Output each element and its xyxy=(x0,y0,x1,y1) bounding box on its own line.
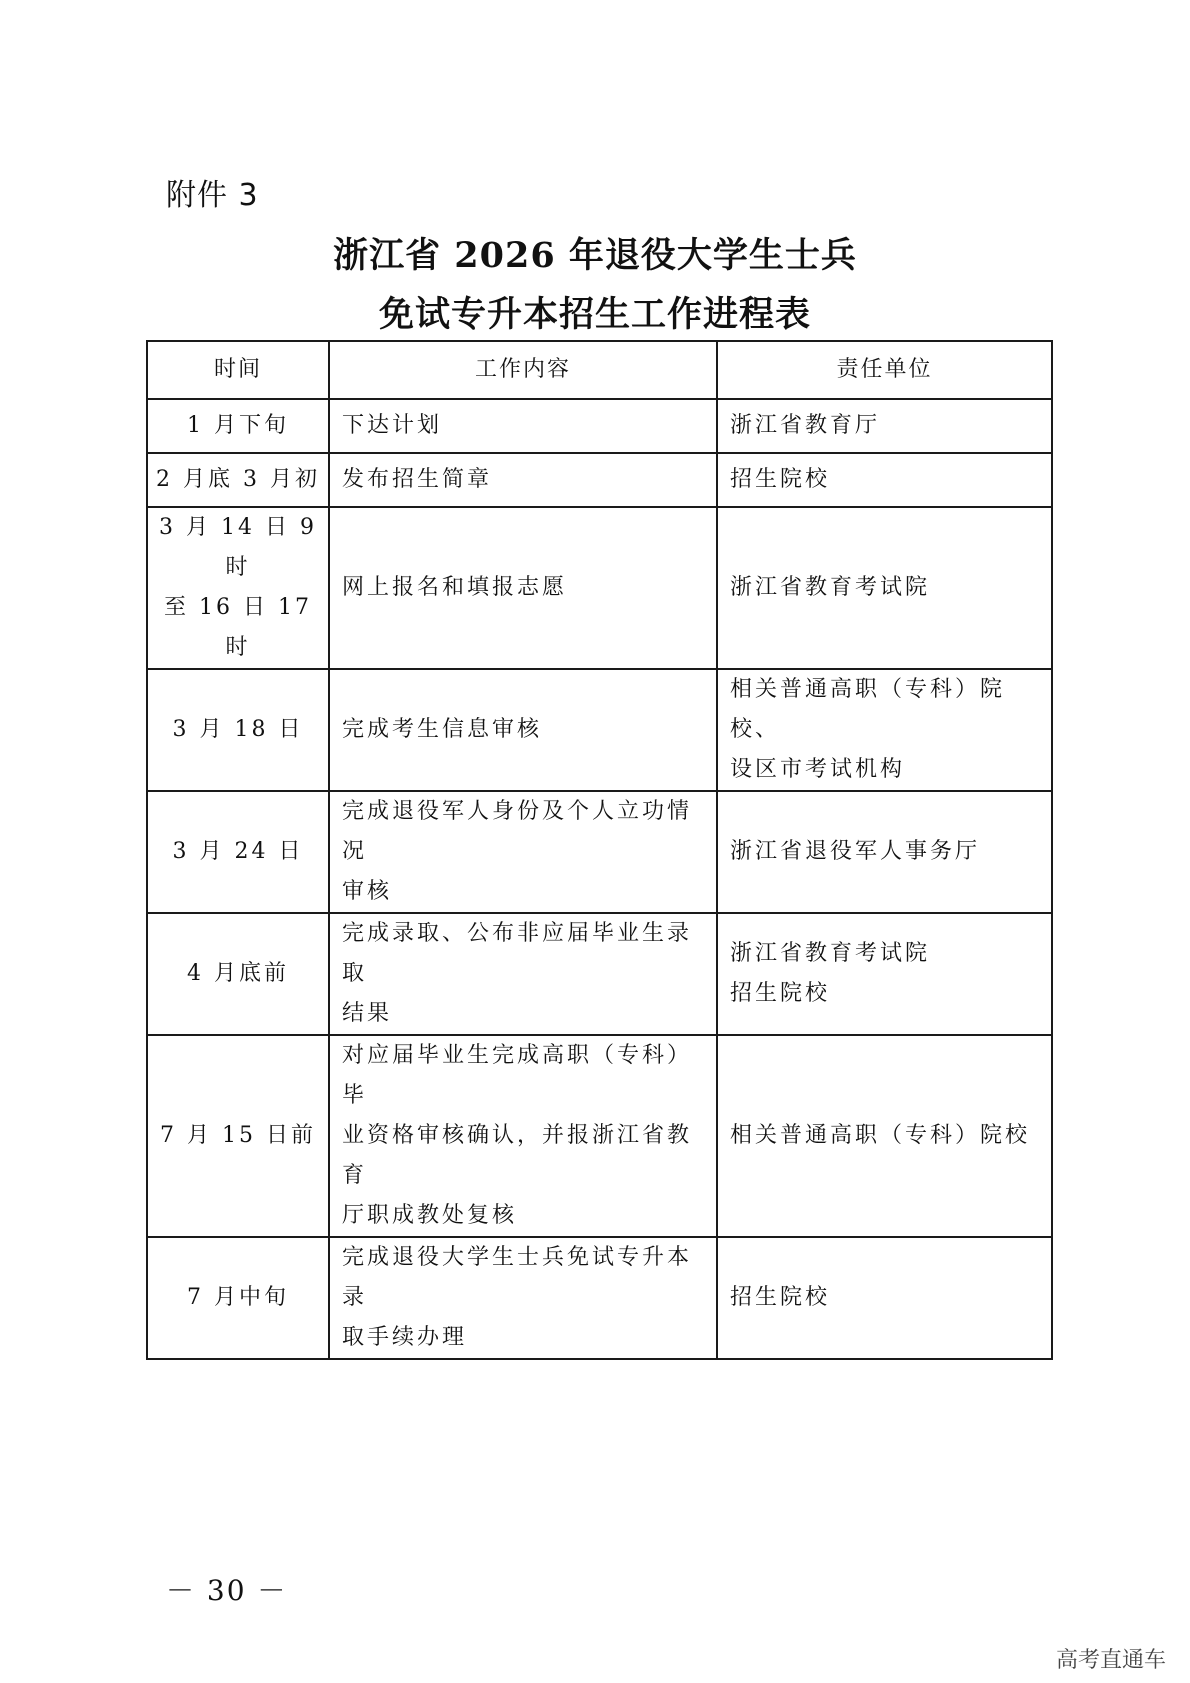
work-content-cell-line: 完成退役大学生士兵免试专升本录 xyxy=(342,1245,693,1310)
attachment-label: 附件 3 xyxy=(166,178,259,213)
responsible-unit-cell xyxy=(717,791,1052,913)
table-row xyxy=(147,669,1052,791)
responsible-unit-cell xyxy=(717,453,1052,507)
table-row xyxy=(147,507,1052,669)
table-row xyxy=(147,791,1052,913)
work-content-cell xyxy=(329,1035,717,1237)
work-content-cell-line: 完成考生信息审核 xyxy=(342,717,543,742)
work-content-cell xyxy=(329,399,717,453)
work-content-cell-line: 完成退役军人身份及个人立功情况 xyxy=(342,799,693,864)
work-content-cell-line: 网上报名和填报志愿 xyxy=(342,575,568,600)
schedule-table-body xyxy=(147,399,1052,1359)
work-content-cell xyxy=(329,913,717,1035)
header-responsible-unit: 责任单位 xyxy=(717,341,1052,399)
responsible-unit-cell xyxy=(717,669,1052,791)
work-content-cell xyxy=(329,791,717,913)
time-cell xyxy=(147,453,329,507)
document-title-line-1: 浙江省 2026 年退役大学生士兵 xyxy=(333,235,857,276)
time-cell-line: 1 月下旬 xyxy=(187,413,289,438)
table-row xyxy=(147,1035,1052,1237)
time-cell xyxy=(147,669,329,791)
time-cell-line: 3 月 14 日 9 时 xyxy=(159,515,317,580)
responsible-unit-cell-line: 设区市考试机构 xyxy=(730,757,906,782)
responsible-unit-cell-line: 招生院校 xyxy=(730,981,831,1006)
watermark-text: 高考直通车 xyxy=(1055,1648,1166,1673)
table-header-row xyxy=(147,341,1052,399)
header-work-content: 工作内容 xyxy=(329,341,717,399)
time-cell xyxy=(147,399,329,453)
responsible-unit-cell xyxy=(717,507,1052,669)
work-content-cell-line: 厅职成教处复核 xyxy=(342,1203,518,1228)
time-cell-line: 7 月中旬 xyxy=(187,1285,289,1310)
work-content-cell-line: 业资格审核确认，并报浙江省教育 xyxy=(342,1123,693,1188)
work-content-cell xyxy=(329,1237,717,1359)
work-content-cell-line: 发布招生简章 xyxy=(342,467,493,492)
table-row xyxy=(147,1237,1052,1359)
time-cell-line: 7 月 15 日前 xyxy=(160,1123,316,1148)
time-cell xyxy=(147,507,329,669)
responsible-unit-cell-line: 浙江省教育厅 xyxy=(730,413,881,438)
time-cell-line: 3 月 18 日 xyxy=(172,717,304,742)
time-cell-line: 4 月底前 xyxy=(187,961,289,986)
time-cell xyxy=(147,913,329,1035)
work-content-cell-line: 取手续办理 xyxy=(342,1325,468,1350)
responsible-unit-cell-line: 招生院校 xyxy=(730,1285,831,1310)
header-time: 时间 xyxy=(147,341,329,399)
table-row xyxy=(147,399,1052,453)
work-content-cell-line: 下达计划 xyxy=(342,413,443,438)
time-cell-line: 2 月底 3 月初 xyxy=(156,467,320,492)
time-cell xyxy=(147,1237,329,1359)
work-content-cell xyxy=(329,669,717,791)
page-number: － 30 － xyxy=(166,1574,288,1607)
document-title-line-2: 免试专升本招生工作进程表 xyxy=(378,294,811,335)
work-content-cell-line: 结果 xyxy=(342,1001,393,1026)
responsible-unit-cell-line: 相关普通高职（专科）院校 xyxy=(730,1123,1031,1148)
time-cell-line: 3 月 24 日 xyxy=(172,839,304,864)
responsible-unit-cell-line: 招生院校 xyxy=(730,467,831,492)
schedule-table xyxy=(146,340,1053,1360)
table-row xyxy=(147,453,1052,507)
time-cell-line: 至 16 日 17 时 xyxy=(164,595,312,660)
responsible-unit-cell-line: 浙江省退役军人事务厅 xyxy=(730,839,981,864)
responsible-unit-cell xyxy=(717,1035,1052,1237)
responsible-unit-cell xyxy=(717,913,1052,1035)
work-content-cell-line: 审核 xyxy=(342,879,393,904)
responsible-unit-cell-line: 相关普通高职（专科）院校、 xyxy=(730,677,1006,742)
time-cell xyxy=(147,791,329,913)
work-content-cell xyxy=(329,507,717,669)
responsible-unit-cell-line: 浙江省教育考试院 xyxy=(730,575,931,600)
work-content-cell-line: 完成录取、公布非应届毕业生录取 xyxy=(342,921,693,986)
work-content-cell-line: 对应届毕业生完成高职（专科）毕 xyxy=(342,1043,693,1108)
responsible-unit-cell-line: 浙江省教育考试院 xyxy=(730,941,931,966)
work-content-cell xyxy=(329,453,717,507)
table-row xyxy=(147,913,1052,1035)
responsible-unit-cell xyxy=(717,399,1052,453)
time-cell xyxy=(147,1035,329,1237)
responsible-unit-cell xyxy=(717,1237,1052,1359)
